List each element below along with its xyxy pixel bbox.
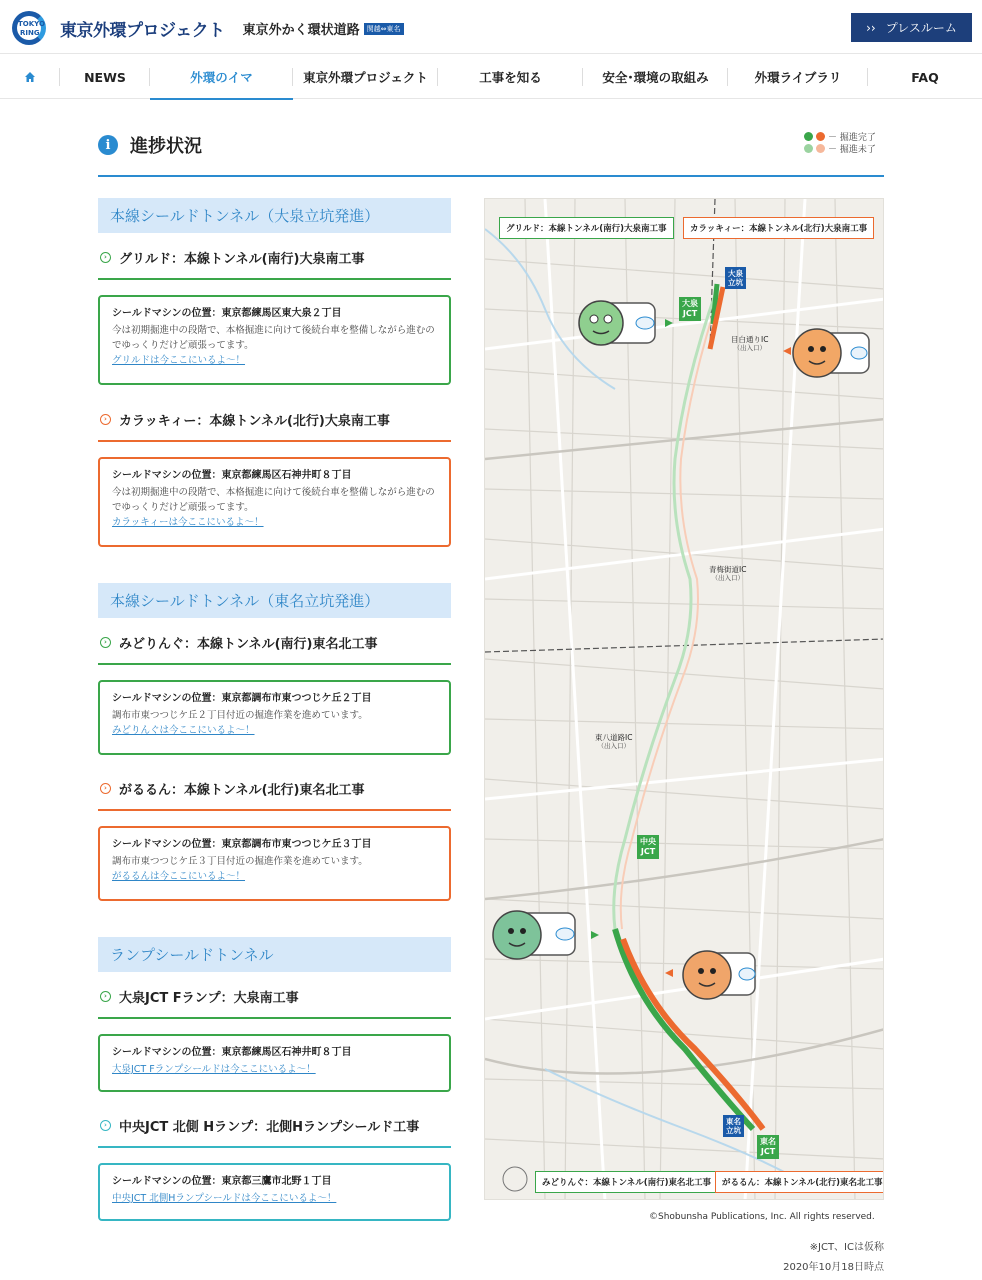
chevron-circle-icon: › <box>100 252 111 263</box>
machine-location-link[interactable]: カラッキィーは今ここにいるよ～！ <box>112 517 264 528</box>
page-title-text: 進捗状況 <box>130 136 202 157</box>
route-badge: 関越⇔東名 <box>364 23 404 35</box>
nav-faq[interactable]: FAQ <box>911 69 939 85</box>
item-heading: › がるるん：本線トンネル(北行)東名北工事 <box>98 767 451 811</box>
oizumi-jct-marker: 大泉 JCT <box>679 297 701 321</box>
map-label-midoring: みどりんぐ：本線トンネル(南行)東名北工事 <box>535 1171 718 1193</box>
title-divider <box>98 175 884 177</box>
double-chevron-right-icon: ›› <box>866 20 876 35</box>
as-of-date: 2020年10月18日時点 <box>783 1262 884 1273</box>
machine-position: シールドマシンの位置：東京都練馬区石神井町８丁目 <box>112 470 352 481</box>
midoring-machine-icon[interactable] <box>489 903 601 967</box>
logo-subtitle: 東京外かく環状道路 <box>242 22 360 38</box>
press-room-label: プレスルーム <box>885 21 957 35</box>
page-title <box>98 132 202 158</box>
nav-safety-environment[interactable]: 安全･環境の取組み <box>583 55 728 99</box>
map-copyright: ©Shobunsha Publications, Inc. All rights reserved. <box>649 1212 875 1222</box>
section-heading: 本線シールドトンネル（大泉立坑発進） <box>98 198 451 233</box>
nav-construction[interactable]: 工事を知る <box>438 55 583 99</box>
footnote <box>783 1238 884 1278</box>
home-icon <box>24 71 36 83</box>
item-heading: › みどりんぐ：本線トンネル(南行)東名北工事 <box>98 621 451 665</box>
site-logo[interactable] <box>10 10 404 46</box>
ome-ic-label: 青梅街道IC （出入口） <box>709 565 747 582</box>
machine-location-link[interactable]: みどりんぐは今ここにいるよ～！ <box>112 725 255 736</box>
machine-description: 今は初期掘進中の段階で、本格掘進に向けて後続台車を整備しながら進むのでゆっくりだけど頑張ってます。 <box>112 487 435 513</box>
machine-position: シールドマシンの位置：東京都三鷹市北野１丁目 <box>112 1176 332 1187</box>
legend-orange-done-dot <box>816 132 825 141</box>
garurun-machine-icon[interactable] <box>663 943 775 1005</box>
machine-position: シールドマシンの位置：東京都練馬区石神井町８丁目 <box>112 1047 352 1058</box>
site-header <box>0 0 982 54</box>
global-nav <box>0 55 982 99</box>
machine-description: 今は初期掘進中の段階で、本格掘進に向けて後続台車を整備しながら進むのでゆっくりだけど頑張ってます。 <box>112 325 435 351</box>
machine-position: シールドマシンの位置：東京都調布市東つつじケ丘３丁目 <box>112 839 372 850</box>
section-heading: 本線シールドトンネル（東名立坑発進） <box>98 583 451 618</box>
tokyo-ring-logo-icon: TOKYO RING <box>10 10 54 46</box>
machine-info-box <box>98 1163 451 1221</box>
machine-info-box <box>98 680 451 755</box>
oizumi-shaft-marker: 大泉 立坑 <box>725 267 746 289</box>
tomei-jct-marker: 東名 JCT <box>757 1135 779 1159</box>
info-icon: i <box>98 135 118 155</box>
machine-position: シールドマシンの位置：東京都調布市東つつじケ丘２丁目 <box>112 693 372 704</box>
machine-info-box <box>98 826 451 901</box>
route-map[interactable] <box>484 198 884 1200</box>
nav-project[interactable]: 東京外環プロジェクト <box>293 55 438 99</box>
machine-position: シールドマシンの位置：東京都練馬区東大泉２丁目 <box>112 308 342 319</box>
nav-gaikan-now[interactable]: 外環のイマ <box>150 55 293 99</box>
legend-done-label: － 掘進完了 <box>828 132 876 143</box>
nav-home[interactable] <box>0 55 60 99</box>
karakky-machine-icon[interactable] <box>781 323 881 383</box>
legend-green-pending-dot <box>804 144 813 153</box>
legend-green-done-dot <box>804 132 813 141</box>
machine-info-box <box>98 1034 451 1092</box>
chevron-circle-icon: › <box>100 991 111 1002</box>
logo-title: 東京外環プロジェクト <box>60 20 225 41</box>
chevron-circle-icon: › <box>100 783 111 794</box>
map-label-karakky: カラッキィー：本線トンネル(北行)大泉南工事 <box>683 217 874 239</box>
tomei-shaft-marker: 東名 立坑 <box>723 1115 744 1137</box>
legend-pending-label: － 掘進未了 <box>828 144 876 155</box>
item-heading: › グリルド：本線トンネル(南行)大泉南工事 <box>98 236 451 280</box>
footnote-provisional: ※JCT、ICは仮称 <box>809 1242 884 1253</box>
machine-location-link[interactable]: 中央JCT 北側Hランプシールドは今ここにいるよ～！ <box>112 1193 337 1204</box>
progress-list <box>98 198 451 1221</box>
tohachi-ic-label: 東八道路IC （出入口） <box>595 733 633 750</box>
map-label-garurun: がるるん：本線トンネル(北行)東名北工事 <box>715 1171 884 1193</box>
chevron-circle-icon: › <box>100 637 111 648</box>
machine-location-link[interactable]: がるるんは今ここにいるよ～！ <box>112 871 246 882</box>
grilled-machine-icon[interactable] <box>577 295 677 351</box>
machine-info-box <box>98 457 451 547</box>
press-room-button[interactable] <box>851 13 972 42</box>
machine-location-link[interactable]: 大泉JCT Fランプシールドは今ここにいるよ～！ <box>112 1064 316 1075</box>
legend-orange-pending-dot <box>816 144 825 153</box>
nav-news[interactable]: NEWS <box>60 55 150 99</box>
chevron-circle-icon: › <box>100 1120 111 1131</box>
machine-description: 調布市東つつじケ丘２丁目付近の掘進作業を進めています。 <box>112 710 368 721</box>
machine-description: 調布市東つつじケ丘３丁目付近の掘進作業を進めています。 <box>112 856 368 867</box>
nav-library[interactable]: 外環ライブラリ <box>728 55 868 99</box>
mejiro-ic-label: 目白通りIC （出入口） <box>731 335 769 352</box>
machine-location-link[interactable]: グリルドは今ここにいるよ～！ <box>112 355 246 366</box>
progress-legend <box>804 130 876 154</box>
item-heading: › 大泉JCT Fランプ：大泉南工事 <box>98 975 451 1019</box>
chevron-circle-icon: › <box>100 414 111 425</box>
chuo-jct-marker: 中央 JCT <box>637 835 659 859</box>
item-heading: › 中央JCT 北側 Hランプ：北側Hランプシールド工事 <box>98 1104 451 1148</box>
item-heading: › カラッキィー：本線トンネル(北行)大泉南工事 <box>98 398 451 442</box>
section-heading: ランプシールドトンネル <box>98 937 451 972</box>
machine-info-box <box>98 295 451 385</box>
map-label-grilled: グリルド：本線トンネル(南行)大泉南工事 <box>499 217 674 239</box>
